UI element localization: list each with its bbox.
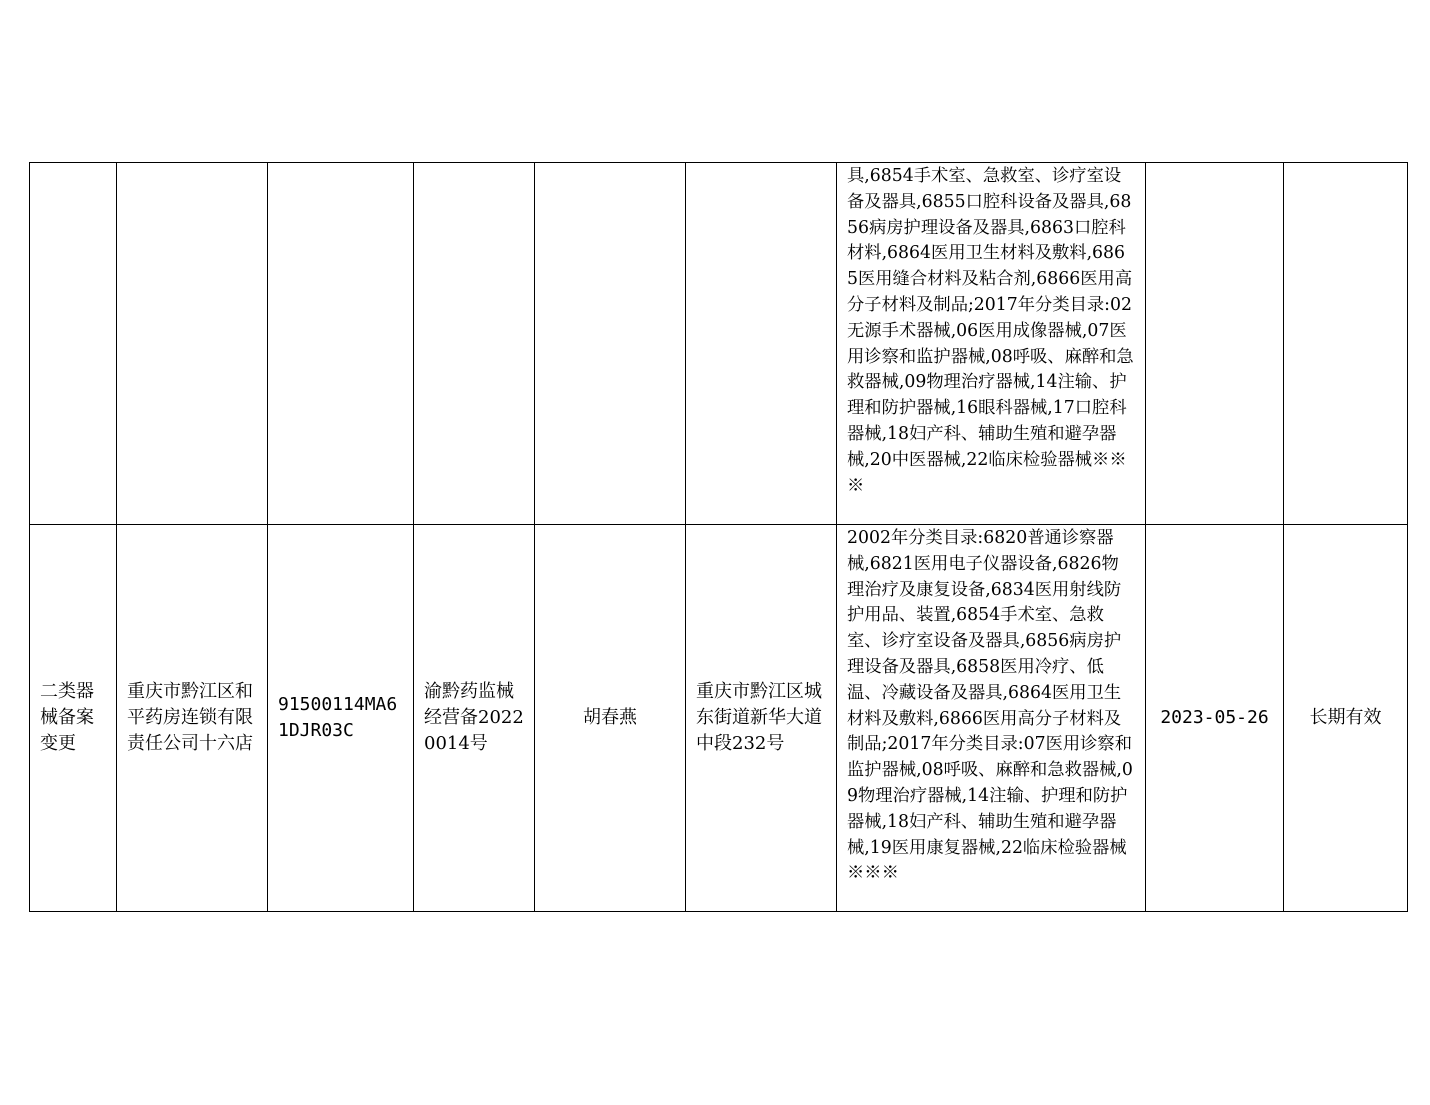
address-cell: 重庆市黔江区城东街道新华大道中段232号 bbox=[686, 525, 837, 912]
address-cell bbox=[686, 163, 837, 525]
record-date-cell bbox=[1146, 163, 1284, 525]
validity-cell: 长期有效 bbox=[1284, 525, 1408, 912]
responsible-person-cell: 胡春燕 bbox=[535, 525, 686, 912]
credit-code-cell bbox=[268, 163, 414, 525]
record-number-cell: 渝黔药监械经营备20220014号 bbox=[414, 525, 535, 912]
company-name-cell bbox=[117, 163, 268, 525]
business-scope-cell: 2002年分类目录:6820普通诊察器械,6821医用电子仪器设备,6826物理治疗及康复设备,6834医用射线防护用品、装置,6854手术室、急救室、诊疗室设备及器具,6856病房护理设备及器具,6858医用冷疗、低温、冷藏设备及器具,6864医用卫生材料及敷料,6866医用高分子材料及制品;2017年分类目录:07医用诊察和监护器械,08呼吸、麻醉和急救器械,09物理治疗器械,14注输、护理和防护器械,18妇产科、辅助生殖和避孕器械,19医用康复器械,22临床检验器械※※※ bbox=[837, 525, 1146, 912]
table-row bbox=[30, 163, 1408, 525]
record-type-cell: 二类器械备案变更 bbox=[30, 525, 117, 912]
business-scope-cell: 具,6854手术室、急救室、诊疗室设备及器具,6855口腔科设备及器具,6856病房护理设备及器具,6863口腔科材料,6864医用卫生材料及敷料,6865医用缝合材料及粘合剂,6866医用高分子材料及制品;2017年分类目录:02无源手术器械,06医用成像器械,07医用诊察和监护器械,08呼吸、麻醉和急救器械,09物理治疗器械,14注输、护理和防护器械,16眼科器械,17口腔科器械,18妇产科、辅助生殖和避孕器械,20中医器械,22临床检验器械※※※ bbox=[837, 163, 1146, 525]
credit-code-cell: 91500114MA61DJR03C bbox=[268, 525, 414, 912]
record-date-cell: 2023-05-26 bbox=[1146, 525, 1284, 912]
validity-cell bbox=[1284, 163, 1408, 525]
records-table bbox=[29, 162, 1408, 912]
record-number-cell bbox=[414, 163, 535, 525]
table-row bbox=[30, 525, 1408, 912]
responsible-person-cell bbox=[535, 163, 686, 525]
company-name-cell: 重庆市黔江区和平药房连锁有限责任公司十六店 bbox=[117, 525, 268, 912]
record-type-cell bbox=[30, 163, 117, 525]
